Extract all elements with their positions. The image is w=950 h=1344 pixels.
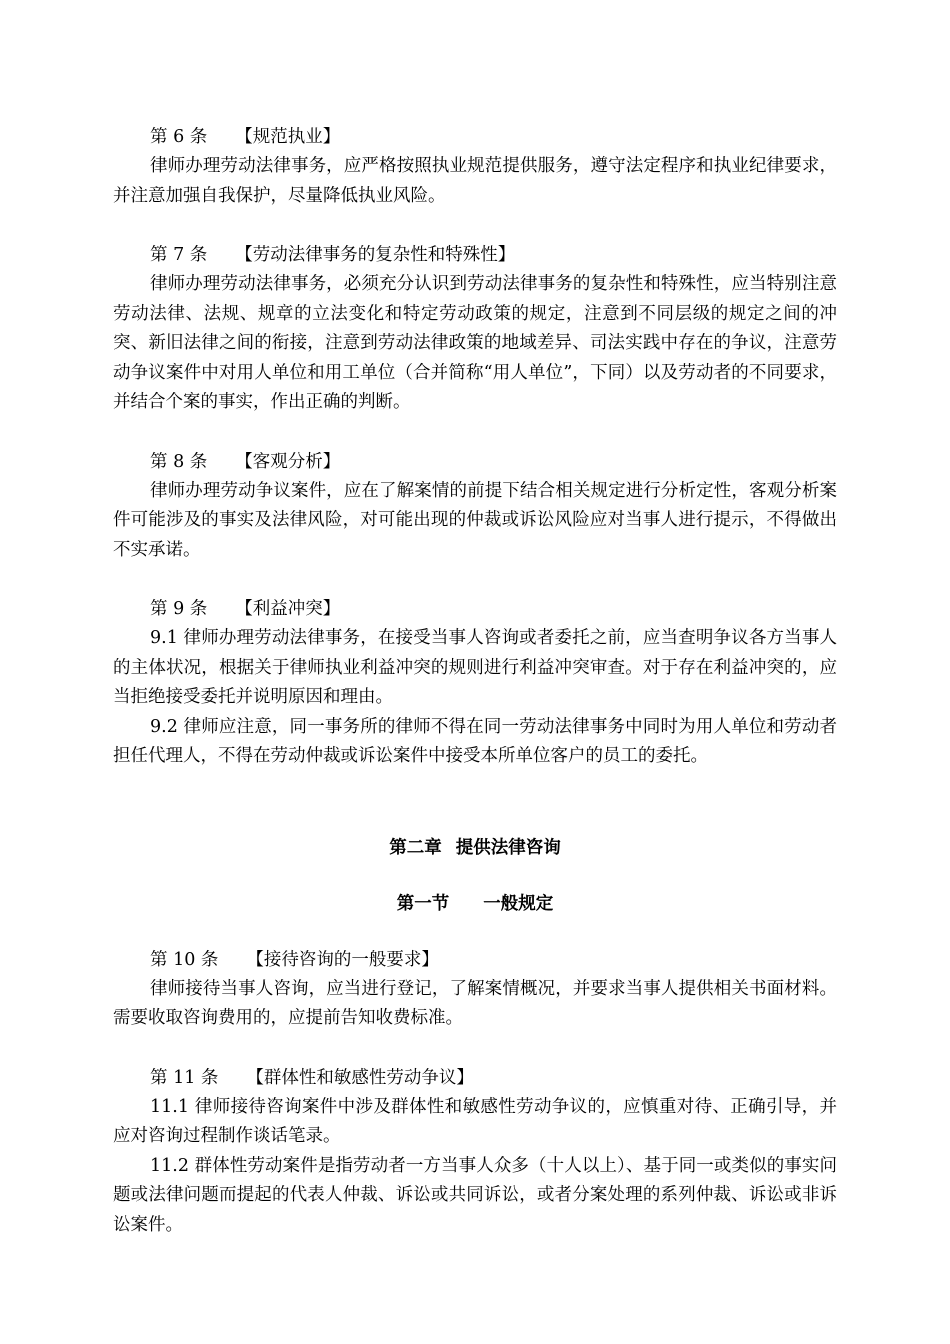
article-number: 第 6 条	[150, 127, 208, 147]
document-body	[113, 122, 837, 1240]
article-paragraph: 律师办理劳动法律事务，必须充分认识到劳动法律事务的复杂性和特殊性，应当特别注意劳动法律、法规、规章的立法变化和特定劳动政策的规定，注意到不同层级的规定之间的冲突、新旧法律之间的衔接，注意到劳动法律政策的地域差异、司法实践中存在的争议，注意劳动争议案件中对用人单位和用工单位（合并简称“用人单位”，下同）以及劳动者的不同要求，并结合个案的事实，作出正确的判断。	[113, 274, 837, 412]
section-title: 一般规定	[483, 893, 554, 914]
article-paragraph: 9.2 律师应注意，同一事务所的律师不得在同一劳动法律事务中同时为用人单位和劳动者担任代理人，不得在劳动仲裁或诉讼案件中接受本所单位客户的员工的委托。	[113, 716, 837, 766]
article-heading	[113, 945, 837, 975]
article-title: 【规范执业】	[235, 127, 341, 147]
article-paragraph: 律师办理劳动法律事务，应严格按照执业规范提供服务，遵守法定程序和执业纪律要求，并注意加强自我保护，尽量降低执业风险。	[113, 156, 837, 206]
article-paragraph: 律师办理劳动争议案件，应在了解案情的前提下结合相关规定进行分析定性，客观分析案件可能涉及的事实及法律风险，对可能出现的仲裁或诉讼风险应对当事人进行提示，不得做出不实承诺。	[113, 480, 837, 560]
article-heading	[113, 447, 837, 477]
chapter-label: 第二章	[389, 837, 442, 858]
article-paragraph: 9.1 律师办理劳动法律事务，在接受当事人咨询或者委托之前，应当查明争议各方当事人的主体状况，根据关于律师执业利益冲突的规则进行利益冲突审查。对于存在利益冲突的，应当拒绝接受委托并说明原因和理由。	[113, 628, 837, 707]
article-heading	[113, 240, 837, 270]
chapter-heading	[113, 833, 837, 863]
section-heading	[113, 889, 837, 919]
article-title: 【利益冲突】	[235, 599, 341, 619]
article-number: 第 7 条	[150, 245, 208, 265]
article-number: 第 11 条	[150, 1067, 219, 1088]
article-heading	[113, 1063, 837, 1093]
article-title: 【客观分析】	[235, 451, 341, 472]
article-title: 【群体性和敏感性劳动争议】	[246, 1067, 474, 1088]
article-paragraph: 律师接待当事人咨询，应当进行登记，了解案情概况，并要求当事人提供相关书面材料。需要收取咨询费用的，应提前告知收费标准。	[113, 978, 837, 1028]
article-number: 第 9 条	[150, 599, 208, 619]
section-label: 第一节	[396, 893, 450, 914]
article-number: 第 10 条	[150, 949, 219, 970]
article	[113, 447, 837, 566]
article-heading	[113, 594, 837, 624]
article-paragraph: 11.1 律师接待咨询案件中涉及群体性和敏感性劳动争议的，应慎重对待、正确引导，并应对咨询过程制作谈话笔录。	[113, 1096, 837, 1146]
article	[113, 594, 837, 772]
article-paragraph: 11.2 群体性劳动案件是指劳动者一方当事人众多（十人以上）、基于同一或类似的事实问题或法律问题而提起的代表人仲裁、诉讼或共同诉讼，或者分案处理的系列仲裁、诉讼或非诉讼案件。	[113, 1155, 837, 1235]
article-number: 第 8 条	[150, 451, 208, 472]
article-title: 【接待咨询的一般要求】	[246, 949, 439, 970]
article	[113, 1063, 837, 1241]
chapter-title: 提供法律咨询	[455, 837, 561, 858]
article-heading	[113, 122, 837, 152]
article	[113, 122, 837, 211]
article	[113, 945, 837, 1034]
article-title: 【劳动法律事务的复杂性和特殊性】	[235, 245, 516, 265]
article	[113, 240, 837, 418]
